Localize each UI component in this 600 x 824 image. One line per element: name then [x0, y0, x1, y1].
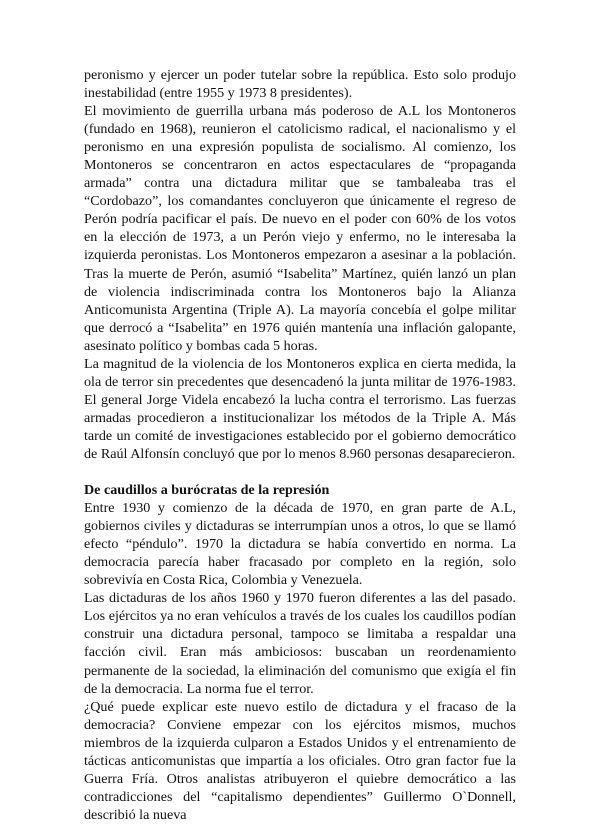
- section-heading: De caudillos a burócratas de la represión: [84, 482, 330, 499]
- paragraph: La magnitud de la violencia de los Montoneros explica en cierta medida, la ola de terror sin precedentes que desencadenó la junta militar de 1976-1983. El general Jorge Videla encabezó la lucha contra el terrorismo. Las fuerzas armadas procedieron a institucionalizar los métodos de la Triple A. Más tarde un comité de investigaciones establecido por el gobierno democrático de Raúl Alfonsín concluyó que por lo menos 8.960 personas desaparecieron.: [84, 355, 516, 462]
- paragraph: Entre 1930 y comienzo de la década de 1970, en gran parte de A.L, gobiernos civiles y dictaduras se interrumpían unos a otros, lo que se llamó efecto “péndulo”. 1970 la dictadura se había convertido en norma. La democracia parecía haber fracasado por completo en la región, solo sobrevivía en Costa Rica, Colombia y Venezuela.: [84, 500, 516, 589]
- document-page: [84, 66, 516, 824]
- paragraph: ¿Qué puede explicar este nuevo estilo de dictadura y el fracaso de la democracia? Conviene empezar con los ejércitos mismos, muchos miembros de la izquierda culparon a Estados Unidos y el entrenamiento de tácticas anticomunistas que impartía a los oficiales. Otro gran factor fue la Guerra Fría. Otros analistas atribuyeron el quiebre democrático a las contradicciones del “capitalismo dependientes” Guillermo O`Donnell, describió la nueva: [84, 698, 516, 823]
- paragraph: Las dictaduras de los años 1960 y 1970 fueron diferentes a las del pasado. Los ejércitos ya no eran vehículos a través de los cuales los caudillos podían construir una dictadura personal, tampoco se limitaba a respaldar una facción civil. Eran más ambiciosos: buscaban un reordenamiento permanente de la sociedad, la eliminación del comunismo que exigía el fin de la democracia. La norma fue el terror.: [84, 590, 516, 697]
- paragraph: peronismo y ejercer un poder tutelar sobre la república. Esto solo produjo inestabilidad (entre 1955 y 1973 8 presidentes).: [84, 67, 516, 102]
- paragraph: El movimiento de guerrilla urbana más poderoso de A.L los Montoneros (fundado en 1968), reunieron el catolicismo radical, el nacionalismo y el peronismo en una expresión populista de socialismo. Al comienzo, los Montoneros se concentraron en actos espectaculares de “propaganda armada” contra una dictadura militar que se tambaleaba tras el “Cordobazo”, los comandantes concluyeron que únicamente el regreso de Perón podría pacificar el país. De nuevo en el poder con 60% de los votos en la elección de 1973, a un Perón viejo y enfermo, no le interesaba la izquierda peronistas. Los Montoneros empezaron a asesinar a la población. Tras la muerte de Perón, asumió “Isabelita” Martínez, quién lanzó un plan de violencia indiscriminada contra los Montoneros bajo la Alianza Anticomunista Argentina (Triple A). La mayoría concebía el golpe militar que derrocó a “Isabelita” en 1976 quién mantenía una inflación galopante, asesinato político y bombas cada 5 horas.: [84, 103, 516, 354]
